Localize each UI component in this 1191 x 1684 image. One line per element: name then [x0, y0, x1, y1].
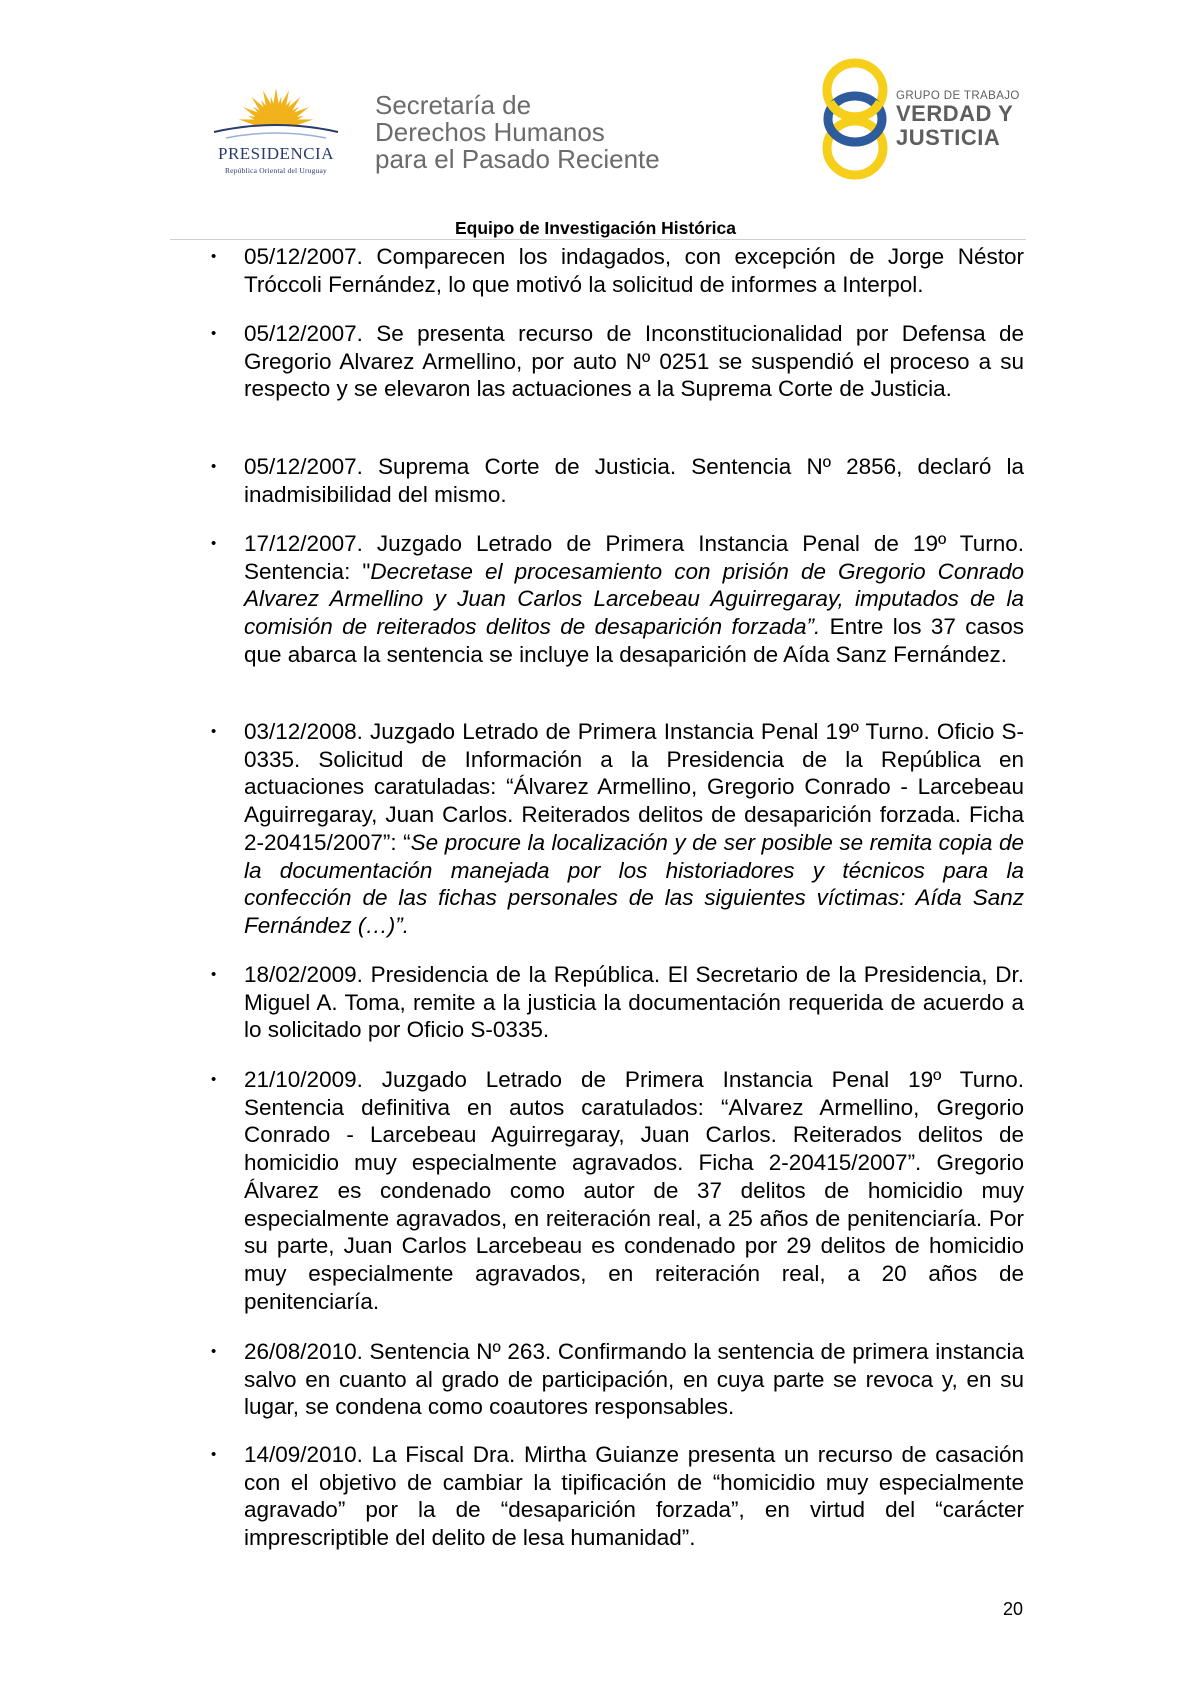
entry-text: 14/09/2010. La Fiscal Dra. Mirtha Guianze presenta un recurso de casación con el objetivo de cambiar la tipificación de “homicidio muy especialmente agravado” por la de “desaparición forzada”, en virtud del “carácter imprescriptible del delito de lesa humanidad”. [244, 1442, 1024, 1551]
list-item [211, 1338, 1024, 1421]
bullet-icon: • [211, 966, 217, 983]
list-item [211, 961, 1024, 1044]
secretaria-line-1: Secretaría de [375, 90, 532, 120]
entry-quote: Decretase el procesamiento con prisión de Gregorio Conrado Alvarez Armellino y Juan Carlos Larcebeau Aguirregaray, imputados de la comisión de reiterados delitos de desaparición forzada”. [244, 558, 1024, 640]
secretaria-line-3: para el Pasado Reciente [375, 144, 660, 174]
entry-text: 05/12/2007. Comparecen los indagados, con excepción de Jorge Néstor Tróccoli Fernández, lo que motivó la solicitud de informes a Interpol. [244, 244, 1024, 297]
grupo-label: GRUPO DE TRABAJO [896, 90, 1020, 102]
justicia-label: JUSTICIA [896, 125, 1001, 150]
entry-text: 17/12/2007. Juzgado Letrado de Primera Instancia Penal de 19º Turno. Sentencia: " [244, 531, 1024, 584]
bullet-icon: • [211, 458, 217, 475]
entry-text: 26/08/2010. Sentencia Nº 263. Confirmando la sentencia de primera instancia salvo en cuanto al grado de participación, en cuya parte se revoca y, en su lugar, se condena como coautores responsables. [244, 1339, 1024, 1420]
entry-quote: Se procure la localización y de ser posible se remita copia de la documentación manejada por los historiadores y técnicos para la confección de las fichas personales de las siguientes víctimas: Aída Sanz Fernández (…)”. [244, 829, 1025, 938]
bullet-icon: • [211, 1071, 217, 1088]
list-item [211, 1441, 1024, 1552]
bullet-icon: • [211, 723, 217, 740]
entry-text: 03/12/2008. Juzgado Letrado de Primera Instancia Penal 19º Turno. Oficio S-0335. Solicitud de Información a la Presidencia de la República en actuaciones caratuladas: “Álvarez Armellino, Gregorio Conrado - Larcebeau Aguirregaray, Juan Carlos. Reiterados delitos de desaparición forzada. Ficha 2-20415/2007”: “ [244, 719, 1024, 855]
entry-text: 21/10/2009. Juzgado Letrado de Primera Instancia Penal 19º Turno. Sentencia definitiva en autos caratulados: “Alvarez Armellino, Gregorio Conrado - Larcebeau Aguirregaray, Juan Carlos. Reiterados delitos de homicidio muy especialmente agravados. Ficha 2-20415/2007”. Gregorio Álvarez es condenado como autor de 37 delitos de homicidio muy especialmente agravados, en reiteración real, a 25 años de penitenciaría. Por su parte, Juan Carlos Larcebeau es condenado por 29 delitos de homicidio muy especialmente agravados, en reiteración real, a 20 años de penitenciaría. [244, 1067, 1024, 1314]
presidencia-subtitle: República Oriental del Uruguay [224, 166, 327, 175]
secretaria-line-2: Derechos Humanos [375, 117, 605, 147]
list-item [211, 320, 1024, 403]
bullet-icon: • [211, 1343, 217, 1360]
bullet-icon: • [211, 325, 217, 342]
list-item [211, 1066, 1024, 1315]
bullet-icon: • [211, 1446, 217, 1463]
entry-text: 05/12/2007. Suprema Corte de Justicia. Sentencia Nº 2856, declaró la inadmisibilidad del mismo. [244, 454, 1024, 507]
entry-text: 18/02/2009. Presidencia de la República. El Secretario de la Presidencia, Dr. Miguel A. Toma, remite a la justicia la documentación requerida de acuerdo a lo solicitado por Oficio S-0335. [244, 962, 1024, 1043]
list-item [211, 453, 1024, 508]
list-item [211, 718, 1025, 940]
verdad-label: VERDAD Y [896, 101, 1014, 126]
list-item [211, 530, 1024, 669]
list-item [211, 243, 1024, 298]
bullet-icon: • [211, 535, 217, 552]
bullet-icon: • [211, 248, 217, 265]
entry-text: Entre los 37 casos que abarca la sentencia se incluye la desaparición de Aída Sanz Fernández. [244, 614, 1024, 667]
team-title: Equipo de Investigación Histórica [454, 218, 737, 238]
page-number: 20 [1003, 1599, 1024, 1619]
presidencia-name: PRESIDENCIA [217, 144, 334, 163]
entry-text: 05/12/2007. Se presenta recurso de Inconstitucionalidad por Defensa de Gregorio Alvarez Armellino, por auto Nº 0251 se suspendió el proceso a su respecto y se elevaron las actuaciones a la Suprema Corte de Justicia. [244, 321, 1024, 402]
